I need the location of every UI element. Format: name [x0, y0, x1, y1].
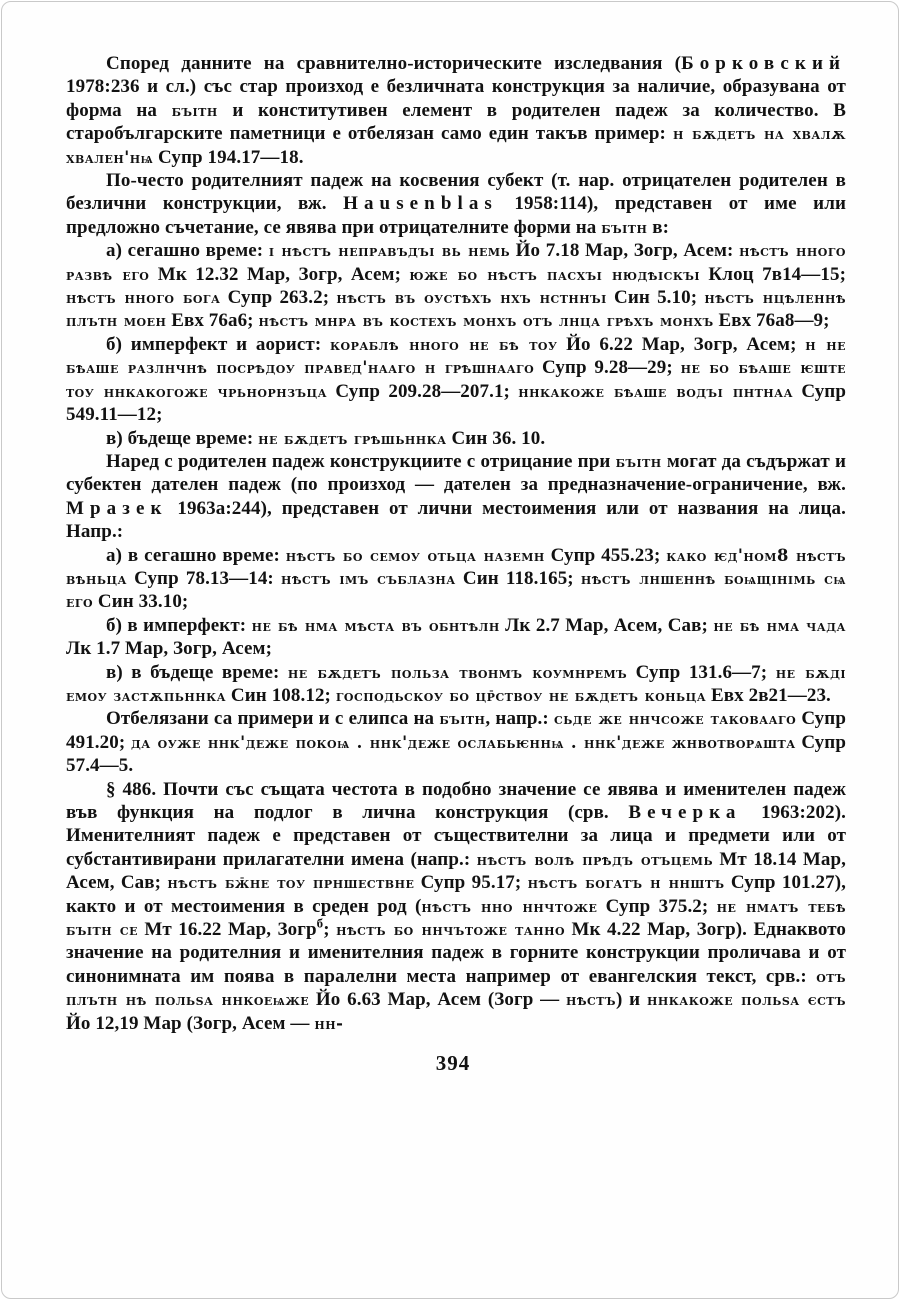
ocs-quote: ннкакоже бѣаше водъі пнтнаа	[518, 381, 794, 401]
ocs-quote: нѣстъ нного развѣ его	[66, 241, 846, 284]
text-run: Супр 209.28—207.1;	[327, 380, 519, 402]
ocs-quote: ннкакоже польѕа єстъ	[646, 990, 846, 1010]
ocs-quote: да оуже ннк'деже покоѩ . ннк'деже ослабьѥннѩ . ннк'деже жнвотворѧшта	[130, 732, 796, 752]
superscript: б	[316, 915, 324, 931]
text-run: Йо 12,19 Мар (Зогр, Асем —	[66, 1012, 315, 1034]
ocs-quote: не нматъ тебѣ бъітн се	[66, 896, 846, 940]
text-run: в) бъдеще време:	[106, 427, 259, 449]
ocs-quote: нн-	[314, 1013, 344, 1033]
ocs-quote: нѣстъ нцѣленнѣ плътн моен	[66, 288, 847, 331]
book-page	[1, 1, 899, 1299]
ocs-quote: не бѫдетъ польза твонмъ коумнремъ	[287, 662, 628, 682]
text-run: 1958:114), представен от име или предложно съчетание, се явява при отрицателните форми на	[66, 193, 847, 238]
paragraph	[66, 450, 846, 544]
ocs-quote: н не бѣаше разлнчнѣ посрѣдоу правед'нааго н грѣшнааго	[66, 334, 846, 378]
text-run: Супр 375.2;	[597, 895, 717, 917]
ocs-quote: бъітн	[171, 100, 218, 120]
ocs-quote: сьде же ннчсоже таковааго	[554, 709, 797, 729]
ocs-quote: нѣстъ	[566, 990, 616, 1010]
paragraph	[66, 52, 846, 169]
text-run: Супр 78.13—14:	[126, 567, 281, 589]
text-run: Йо 6.63 Мар, Асем (Зогр —	[309, 989, 566, 1011]
text-run: б) имперфект и аорист:	[106, 333, 330, 355]
text-run: 1978:236 и сл.) със стар произход е безличната конструкция за наличие, образувана от форма на	[66, 76, 846, 121]
ocs-quote: не бѣ нма чада	[713, 615, 846, 635]
text-run: § 486. Почти със същата честота в подобно значение се явява и именителен падеж във функция на подлог в лична конструкция (срв.	[66, 778, 846, 823]
text-run: Според данните на сравнително-историческите изследвания (	[106, 53, 682, 74]
text-run: Мт 16.22 Мар, Зогр	[137, 919, 317, 941]
ocs-quote: не бѫді емоу застѫпьннка	[66, 662, 846, 705]
ocs-quote: н бѫдетъ на хвалѫ хвален'нѩ	[66, 124, 846, 167]
paragraph	[66, 239, 846, 333]
text-run: Супр 101.27), както и от местоимения в среден род (	[66, 872, 846, 917]
text-run: 1963:202). Именителният падеж е представен от съществителни за лица и предмети или от субстантивирани прилагателни имена (напр.:	[66, 802, 846, 870]
ocs-quote: не бѣ нма мѣста въ обнтѣлн	[251, 615, 500, 635]
ocs-quote: кораблѣ нного не бѣ тоу	[330, 334, 558, 354]
ocs-quote: нѣстъ лншеннѣ боѩщінімь сѩ его	[66, 568, 846, 612]
text-run: и конститутивен елемент в родителен падеж за количество. В старобългарските паметници е отбелязан само един такъв пример:	[66, 99, 846, 145]
paragraph	[66, 778, 846, 1035]
author-name: Мразек	[66, 497, 168, 519]
ocs-quote: како ѥд'ном8 нѣстъ вѣньца	[66, 545, 846, 588]
text-run: Син 5.10;	[606, 287, 705, 309]
ocs-quote: нѣстъ імъ съблазна	[280, 568, 456, 588]
text-run: По-често родителният падеж на косвения субект (т. нар. отрицателен родителен в безлични конструкции, вж.	[66, 170, 846, 215]
text-run: Супр 194.17—18.	[153, 146, 304, 168]
ocs-quote: бъітн	[439, 709, 486, 729]
ocs-quote: бъітн	[601, 217, 648, 237]
ocs-quote: нѣстъ мнра въ костехъ монхъ отъ лнца грѣхъ монхъ	[258, 311, 714, 331]
text-run: Супр 263.2;	[220, 287, 337, 309]
author-name: Hausenblas	[343, 193, 498, 215]
ocs-quote: господьскоу бо цр̄ствоу не бѫдетъ коньца	[335, 685, 707, 705]
text-run: ) и	[616, 989, 647, 1011]
text-run: Супр 95.17;	[414, 872, 528, 894]
text-run: в:	[647, 216, 669, 238]
text-run: Супр 491.20;	[66, 708, 846, 753]
ocs-quote: нѣстъ богатъ н ннштъ	[527, 873, 725, 893]
paragraph	[66, 661, 846, 708]
text-run: Син 108.12;	[226, 684, 336, 706]
paragraph	[66, 427, 846, 450]
text-run: Супр 131.6—7;	[627, 661, 776, 683]
paragraph	[66, 333, 846, 427]
ocs-quote: бъітн	[615, 451, 662, 471]
ocs-quote: нѣстъ нного бога	[66, 288, 221, 308]
text-block	[66, 52, 846, 1035]
ocs-quote: нѣстъ бж̄не тоу прншествне	[167, 873, 415, 893]
text-run: Евх 76а6;	[166, 310, 259, 332]
text-run: Евх 76а8—9;	[713, 310, 830, 332]
author-name: Борковский	[681, 53, 846, 74]
text-run: могат да съдържат и субектен дателен падеж (по произход — дателен за предназначение-ограничение, вж.	[66, 450, 847, 496]
text-run: Клоц 7в14—15;	[700, 263, 847, 285]
text-run: , напр.:	[485, 708, 554, 730]
text-run: Супр 455.23;	[544, 544, 667, 566]
ocs-quote: нѣстъ волѣ прѣдъ отъцемь	[476, 849, 714, 869]
text-run: Супр 9.28—29;	[534, 357, 681, 379]
text-run: Йо 7.18 Мар, Зогр, Асем:	[510, 240, 740, 262]
text-run: Наред с родителен падеж конструкциите с отрицание при	[106, 450, 616, 472]
text-run: Супр 57.4—5.	[66, 731, 846, 777]
text-run: Йо 6.22 Мар, Зогр, Асем;	[557, 333, 806, 355]
text-run: Мк 4.22 Мар, Зогр). Еднаквото значение на родителния и именителния падеж в горните конструкции проличава и от синонимната им поява в паралелни места например от евангелския текст, срв.:	[66, 919, 846, 987]
ocs-quote: нѣстъ бо семоу отьца наземн	[285, 545, 545, 565]
ocs-quote: юже бо нѣстъ пасхъі нюдѣіскъі	[409, 264, 701, 284]
text-run: а) сегашно време:	[106, 240, 269, 262]
ocs-quote: нѣстъ бо ннчътоже танно	[336, 920, 566, 940]
paragraph	[66, 707, 846, 777]
ocs-quote: не бо бѣаше ѥште тоу ннкакогоже чрьнорнзъца	[66, 358, 847, 401]
ocs-quote: не бѫдетъ грѣшьннка	[258, 428, 447, 448]
text-run: Мк 12.32 Мар, Зогр, Асем;	[149, 263, 410, 285]
text-run: Мт 18.14 Мар, Асем, Сав;	[66, 848, 846, 894]
paragraph	[66, 544, 846, 614]
ocs-quote: нѣстъ въ оустѣхъ нхъ нстннъі	[336, 288, 607, 308]
ocs-quote: нѣстъ нно ннчтоже	[421, 896, 598, 916]
ocs-quote: і нѣстъ неправъдъі вь немь	[268, 241, 511, 261]
text-run: Лк 2.7 Мар, Асем, Сав;	[499, 614, 714, 636]
text-run: 1963а:244), представен от лични местоимения или от названия на лица. Напр.:	[66, 497, 846, 543]
text-run: Отбелязани са примери и с елипса на	[106, 708, 440, 730]
text-run: б) в имперфект:	[106, 614, 252, 636]
text-run: Син 33.10;	[93, 591, 189, 613]
author-name: Вечерка	[628, 802, 742, 823]
text-run: Евх 2в21—23.	[706, 684, 831, 706]
text-run: в) в бъдеще време:	[106, 661, 288, 683]
paragraph	[66, 614, 846, 661]
text-run: Син 118.165;	[455, 567, 581, 589]
text-run: Супр 549.11—12;	[66, 380, 847, 426]
text-run: ;	[323, 919, 337, 941]
text-run: Син 36. 10.	[446, 427, 546, 449]
paragraph	[66, 169, 846, 239]
page-number: 394	[435, 1051, 471, 1076]
text-run: Лк 1.7 Мар, Зогр, Асем;	[66, 638, 272, 660]
text-run: а) в сегашно време:	[106, 544, 286, 566]
ocs-quote: отъ плътн нѣ польѕа ннкоеѩже	[66, 966, 846, 1010]
